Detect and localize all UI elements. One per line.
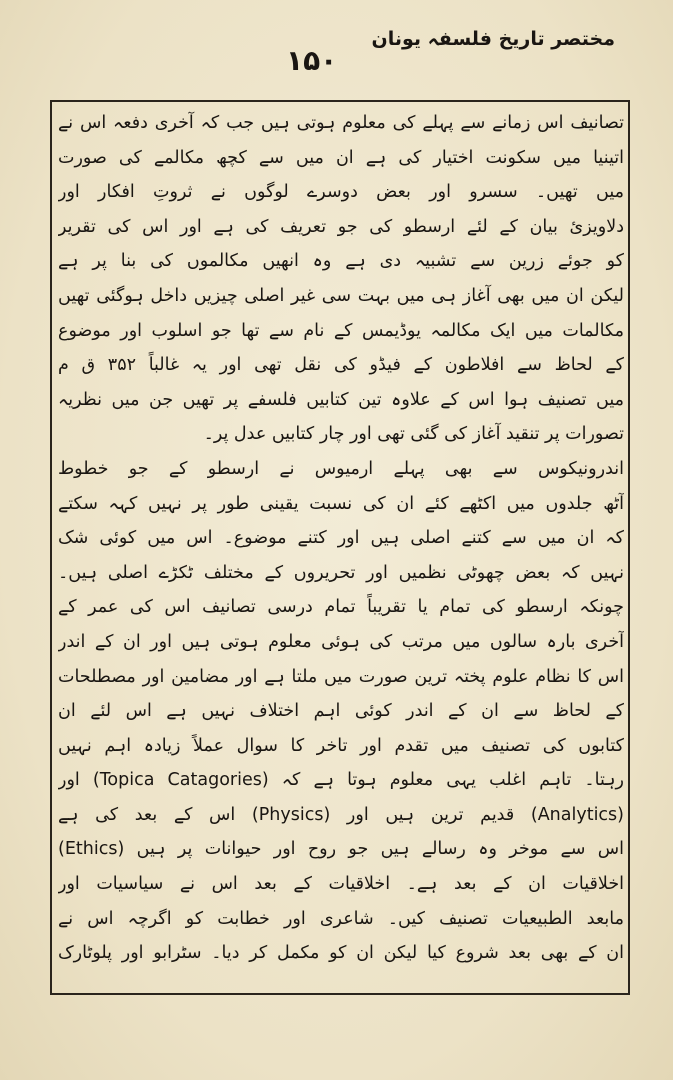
text-line: میں تھیں۔ سسرو اور بعض دوسرے لوگوں نے ثروتِ افکار اور (58, 182, 624, 203)
text-line: کے لحاظ سے افلاطون کے فیڈو کی نقل تھی اور یہ غالباً ۳۵۲ ق م (58, 355, 624, 376)
text-line: دلاویزیٔ بیان کے لئے ارسطو کی جو تعریف کی ہے اور اس کی تقریر (58, 216, 624, 237)
text-line: اس کا نظام علوم پختہ ترین صورت میں ملتا ہے اور مضامین اور مصطلحات (58, 666, 624, 687)
text-line: مابعد الطبیعیات تصنیف کیں۔ شاعری اور خطابت کو اگرچہ اس نے (58, 908, 624, 929)
running-header-title: مختصر تاریخ فلسفہ یونان (371, 28, 615, 50)
text-line: میں تصنیف ہوا اس کے علاوہ تین کتابیں فلسفے پر تھیں جن میں نظریہ (58, 389, 624, 410)
text-line: کو جوئے زرین سے تشبیہ دی ہے وہ انھیں مکالموں کی بنا پر ہے (58, 251, 624, 272)
text-line: رہتا۔ تاہم اغلب یہی معلوم ہوتا ہے کہ (Topica Catagories) اور (58, 770, 624, 791)
text-line: نہیں کہ بعض چھوٹی نظمیں اور تحریروں کے مختلف ٹکڑے اصلی ہیں۔ (58, 562, 624, 583)
text-line: اخلاقیات ان کے بعد ہے۔ اخلاقیات کے بعد اس نے سیاسیات اور (58, 874, 624, 895)
text-line: تصانیف اس زمانے سے پہلے کی معلوم ہوتی ہیں جب کہ آخری دفعہ اس نے (58, 113, 624, 133)
text-line: کہ ان میں سے کتنے اصلی ہیں اور کتنے موضوع۔ اس میں کوئی شک (58, 528, 624, 549)
text-line: اتینیا میں سکونت اختیار کی ہے ان میں سے کچھ مکالمے کی صورت (58, 147, 624, 168)
text-line: مکالمات میں ایک مکالمہ یوڈیمس کے نام سے تھا جو اسلوب اور موضوع (58, 320, 624, 341)
body-text (58, 106, 624, 971)
text-line: چونکہ ارسطو کی تمام یا تقریباً تمام درسی تصانیف اس کی عمر کے (58, 597, 624, 618)
text-line: کے لحاظ سے ان کے اندر کوئی اہم اختلاف نہیں ہے اس لئے ان (58, 701, 624, 722)
text-line: آٹھ جلدوں میں اکٹھے کئے ان کی نسبت یقینی طور پر نہیں کہہ سکتے (58, 493, 624, 514)
text-line: آخری بارہ سالوں میں مرتب کی ہوئی معلوم ہوتی ہیں اور ان کے اندر (58, 631, 624, 652)
text-line: کتابوں کی تصنیف میں تقدم اور تاخر کا سوال عملاً زیادہ اہم نہیں (58, 735, 624, 756)
page-number: ۱۵۰ (286, 44, 338, 77)
text-line: ان کے بھی بعد شروع کیا لیکن ان کو مکمل کر دیا۔ سٹرابو اور پلوٹارک (58, 943, 624, 964)
text-line: تصورات پر تنقید آغاز کی گئی تھی اور چار کتابیں عدل پر۔ (203, 424, 624, 445)
text-line: اس سے موخر وہ رسالے ہیں جو روح اور حیوانات پر ہیں (Ethics) (58, 839, 624, 860)
text-line: اندرونیکوس سے بھی پہلے ارمیوس نے ارسطو کے جو خطوط (58, 458, 624, 479)
text-line: (Analytics) قدیم ترین ہیں اور (Physics) اس کے بعد کی ہے (58, 804, 624, 825)
text-line: لیکن ان میں بھی آغاز ہی میں بہت سی غیر اصلی چیزیں داخل ہوگئی تھیں (58, 285, 624, 306)
